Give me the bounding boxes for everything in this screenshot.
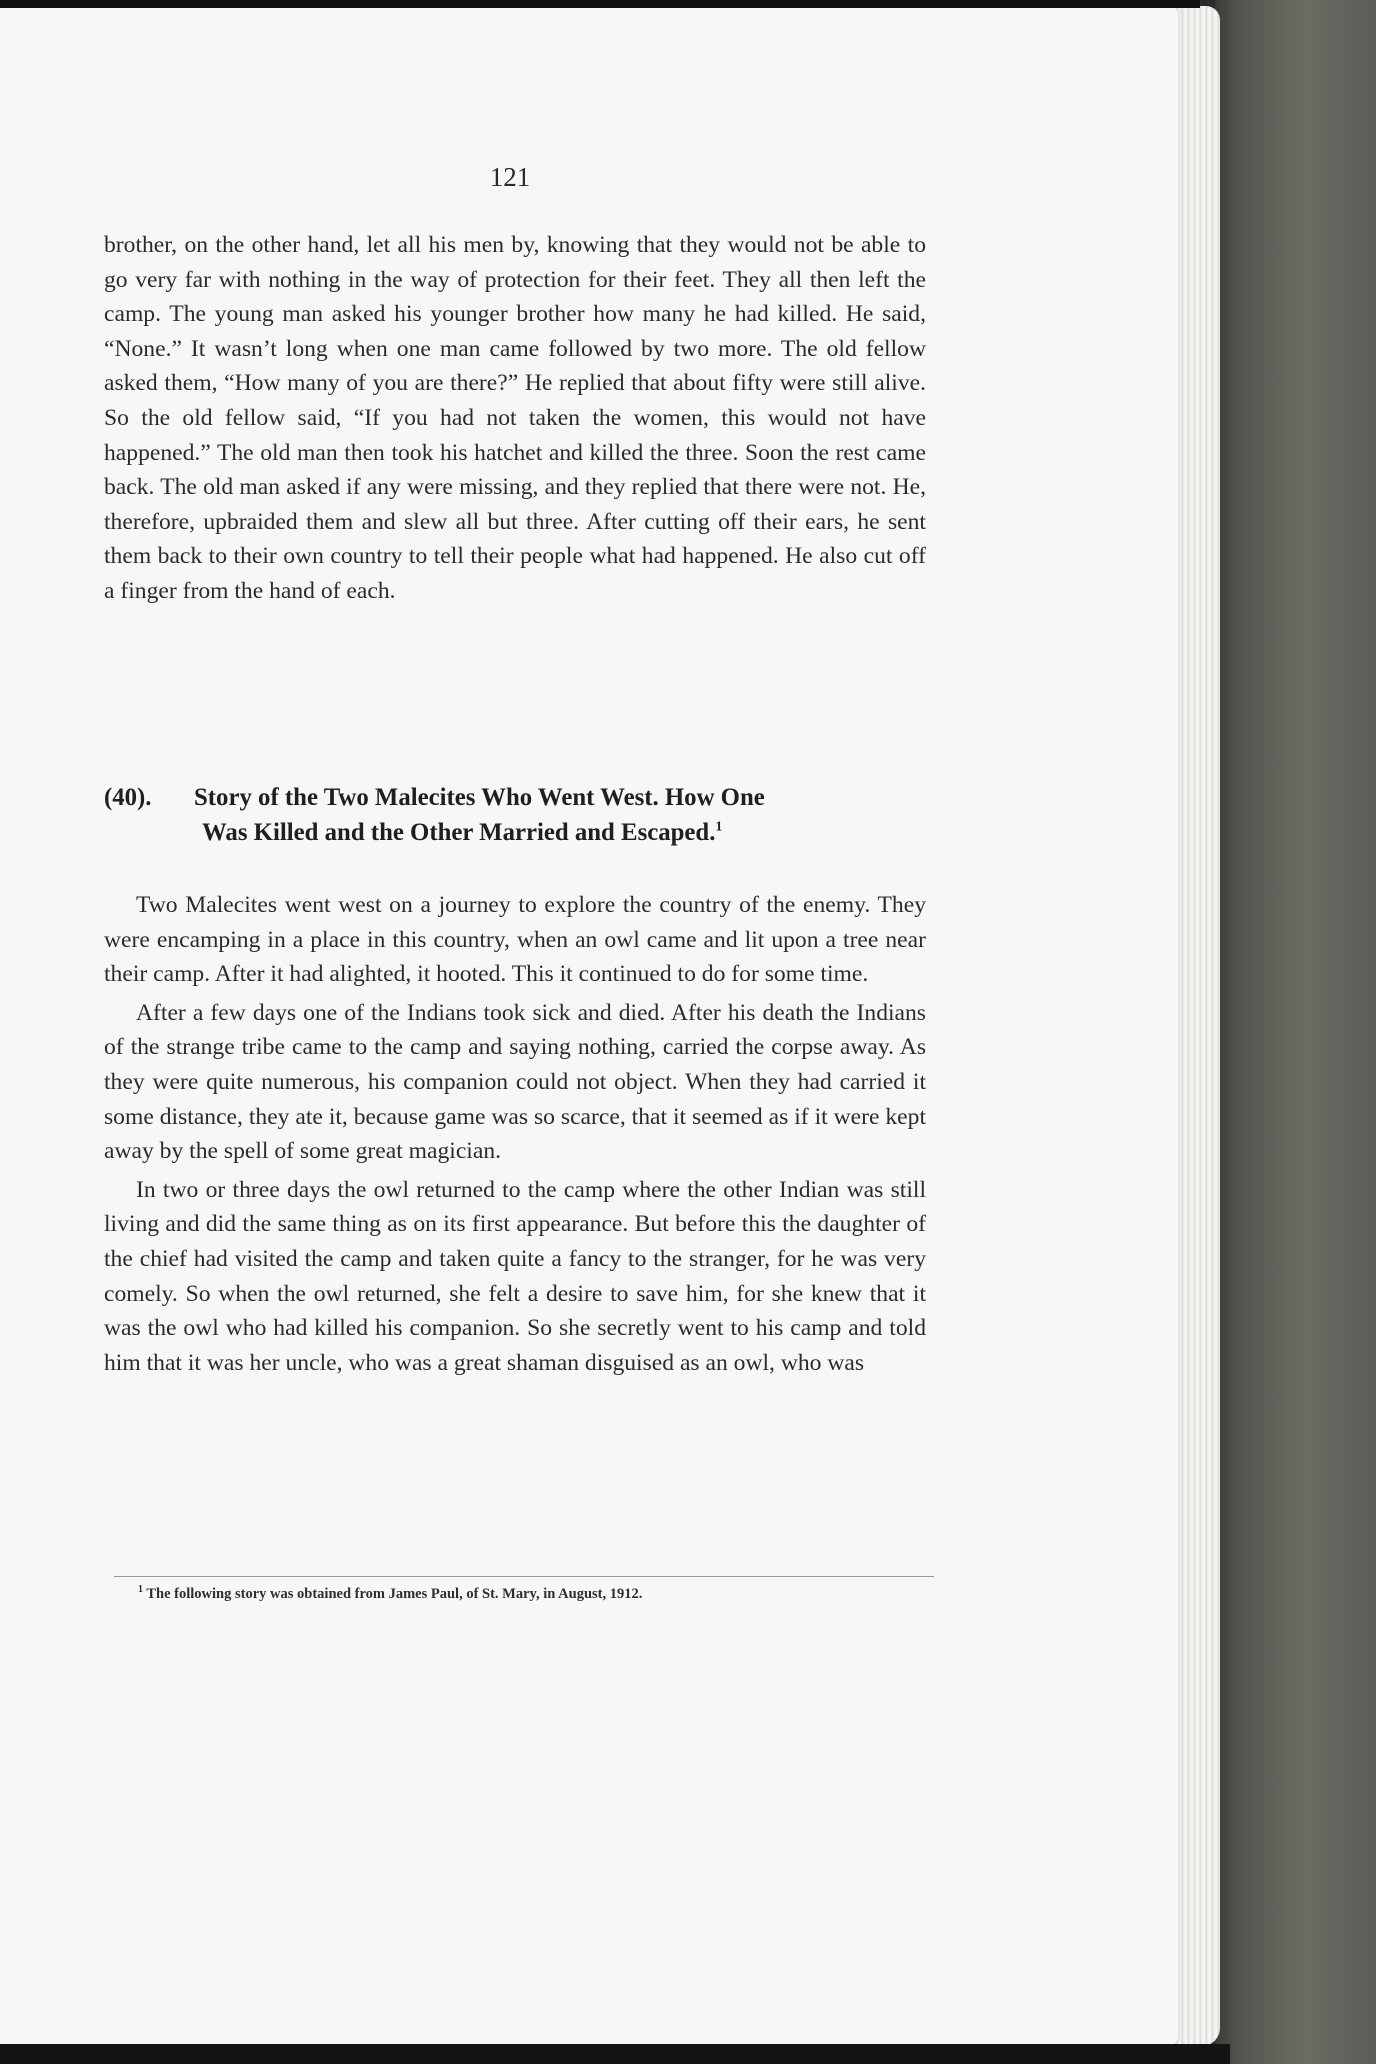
- story-title-line-2: Was Killed and the Other Married and Escaped.: [202, 818, 716, 846]
- story-text: [104, 888, 926, 1384]
- continued-text: [104, 228, 926, 609]
- story-title-line-1: Story of the Two Malecites Who Went West. How One: [194, 784, 765, 811]
- scan-top-edge: [0, 0, 1200, 8]
- scan-bottom-edge: [0, 2044, 1230, 2064]
- paragraph: In two or three days the owl returned to the camp where the other Indian was still living and did the same thing as on its first appearance. But before this the daughter of the chief had visited the camp and taken quite a fancy to the stranger, for he was very comely. So when the owl returned, she felt a desire to save him, for she knew that it was the owl who had killed his companion. So she secretly went to his camp and told him that it was her uncle, who was a great shaman disguised as an owl, who was: [104, 1176, 926, 1376]
- story-number: (40).: [104, 784, 152, 811]
- footnote-divider: [114, 1576, 934, 1577]
- page-sheet: [0, 6, 1178, 2046]
- paragraph: brother, on the other hand, let all his men by, knowing that they would not be able to go very far with nothing in the way of protection for their feet. They all then left the camp. The young man asked his younger brother how many he had killed. He said, “None.” It wasn’t long when one man came followed by two more. The old fellow asked them, “How many of you are there?” He replied that about fifty were still alive. So the old fellow said, “If you had not taken the women, this would not have happened.” The old man then took his hatchet and killed the three. Soon the rest came back. The old man asked if any were missing, and they replied that there were not. He, therefore, upbraided them and slew all but three. After cutting off their ears, he sent them back to their own country to tell their people what had happened. He also cut off a finger from the hand of each.: [104, 232, 926, 604]
- footnote: [138, 1586, 938, 1603]
- story-heading: [104, 781, 926, 851]
- footnote-text: The following story was obtained from James Paul, of St. Mary, in August, 1912.: [146, 1586, 643, 1602]
- paragraph: After a few days one of the Indians took sick and died. After his death the Indians of the strange tribe came to the camp and saying nothing, carried the corpse away. As they were quite numerous, his companion could not object. When they had carried it some distance, they ate it, because game was so scarce, that it seemed as if it were kept away by the spell of some great magician.: [104, 999, 926, 1165]
- page-number: 121: [489, 162, 531, 192]
- footnote-mark: 1: [138, 1584, 143, 1596]
- book-binding: [1215, 0, 1376, 2064]
- paragraph: Two Malecites went west on a journey to explore the country of the enemy. They were encamping in a place in this country, when an owl came and lit upon a tree near their camp. After it had alighted, it hooted. This it continued to do for some time.: [104, 892, 926, 988]
- footnote-reference: 1: [715, 819, 723, 835]
